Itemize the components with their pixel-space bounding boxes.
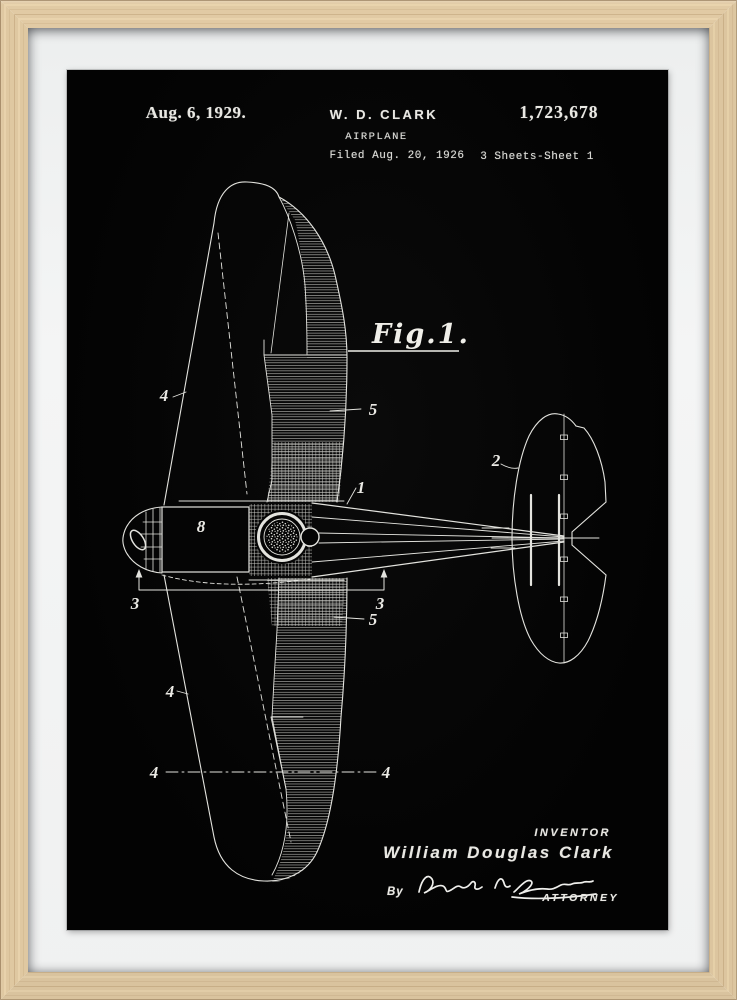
ref-numeral-upper-wing-trailing: 5: [368, 400, 378, 419]
upper-wing-hatch-tip: [279, 197, 347, 358]
headrest: [301, 528, 319, 546]
upper-wing-root-crosshatch: [267, 442, 344, 502]
sheet-info: 3 Sheets-Sheet 1: [480, 151, 594, 163]
frame-left: [0, 0, 28, 1000]
fuselage-bottom-line: [312, 542, 564, 577]
ref-numeral-section4-right: 4: [381, 763, 391, 782]
ref-numeral-engine-section: 8: [196, 517, 206, 536]
cockpit-stipple: [267, 522, 298, 553]
ref-numeral-fuselage: 1: [356, 478, 366, 497]
ref-numeral-section4-left: 4: [149, 763, 159, 782]
filing-date: Filed Aug. 20, 1926: [329, 150, 465, 162]
figure-label: Fig.1.: [372, 319, 470, 350]
propeller-hub: [127, 528, 148, 552]
elevator-hinge-bars: [531, 495, 559, 585]
lower-wing-hatch-tip: [272, 717, 341, 882]
frame-bottom: [0, 972, 737, 1000]
ref-numeral-section3-left: 3: [130, 594, 140, 613]
frame-top: [0, 0, 737, 28]
patent-poster: [67, 70, 668, 930]
ref-numeral-lower-wing-leading: 4: [165, 682, 175, 701]
engine-compartment: [162, 507, 249, 572]
lower-wing-hatch-main: [272, 578, 347, 717]
upper-aileron-spar: [271, 213, 289, 353]
airplane-top-view: [123, 182, 606, 882]
patent-title: AIRPLANE: [345, 131, 408, 143]
ref-numeral-tail-plane: 2: [491, 451, 501, 470]
inventor-signature-name: William Douglas Clark: [383, 843, 614, 862]
ref-numeral-lower-wing-trailing: 5: [368, 610, 378, 629]
patent-drawing: [67, 70, 668, 930]
fuselage-longerons: [312, 517, 564, 562]
attorney-caption: ATTORNEY: [542, 892, 619, 904]
patent-number: 1,723,678: [519, 102, 599, 122]
inventor-name-header: W. D. CLARK: [329, 107, 439, 122]
upper-wing-leading-edge: [164, 182, 279, 505]
nose-outline: [123, 507, 162, 573]
publication-date: Aug. 6, 1929.: [145, 103, 247, 122]
inventor-caption: INVENTOR: [534, 827, 611, 839]
ref-numeral-section3-right: 3: [375, 594, 385, 613]
upper-wing-spar-dashed: [218, 233, 247, 494]
ref-numeral-upper-wing-leading: 4: [159, 386, 169, 405]
fuselage-top-line: [312, 503, 564, 536]
frame-right: [709, 0, 737, 1000]
by-label: By: [387, 886, 404, 898]
